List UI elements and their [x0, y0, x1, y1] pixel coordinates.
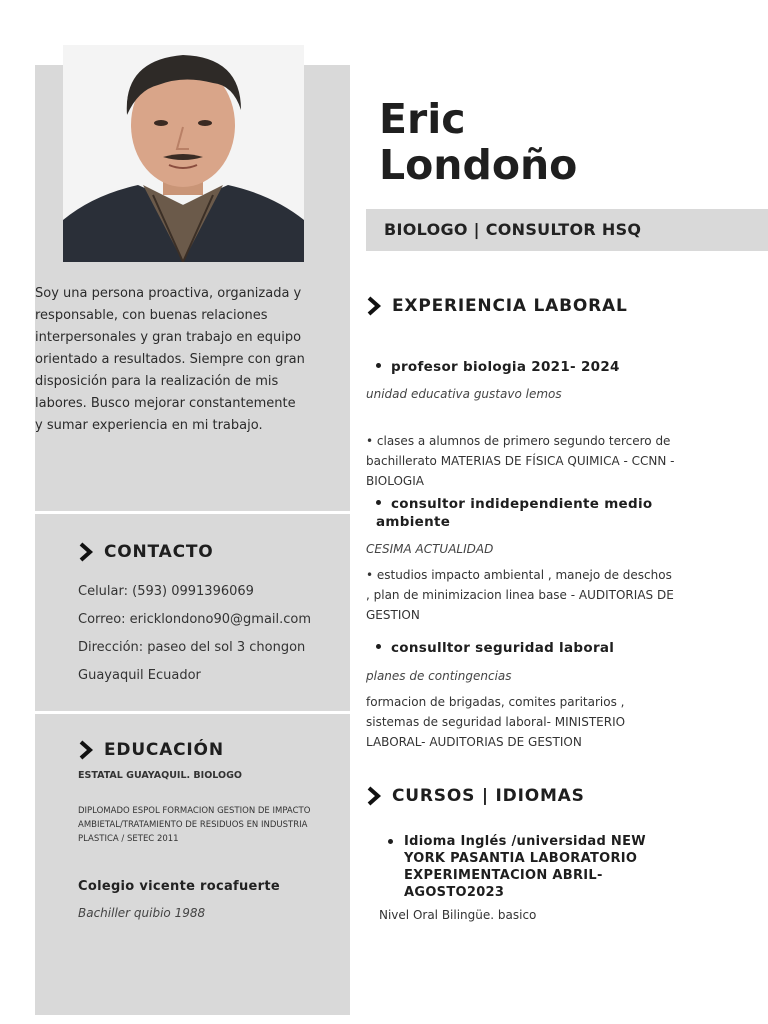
- job-item-org: CESIMA ACTUALIDAD: [366, 542, 494, 556]
- course-detail: Nivel Oral Bilingüe. basico: [379, 908, 537, 922]
- courses-heading: [366, 786, 585, 806]
- job-title-text: profesor biologia 2021- 2024: [391, 359, 620, 375]
- profile-photo: [63, 45, 304, 262]
- job-item-desc: formacion de brigadas, comites paritarios , sistemas de seguridad laboral- MINISTERIO LABORAL- AUDITORIAS DE GESTION: [366, 695, 626, 749]
- education-diploma: DIPLOMADO ESPOL FORMACION GESTION DE IMPACTO AMBIETAL/TRATAMIENTO DE RESIDUOS EN INDUSTRIA PLASTICA / SETEC 2011: [78, 806, 311, 844]
- course-item-text: Idioma Inglés /universidad NEW YORK PASANTIA LABORATORIO EXPERIMENTACION ABRIL- AGOSTO2023: [404, 834, 646, 900]
- contact-city: Guayaquil Ecuador: [78, 668, 201, 683]
- bullet-icon: [376, 363, 381, 368]
- contact-address: Dirección: paseo del sol 3 chongon: [78, 640, 306, 655]
- about-text: Soy una persona proactiva, organizada y responsable, con buenas relaciones interpersonales y gran trabajo en equipo orientado a resultados. Siempre con gran disposición para la realización de mis labores. Busco mejorar constantemente y sumar experiencia en mi trabajo.: [35, 286, 305, 433]
- title-bar: [366, 209, 768, 251]
- chevron-right-icon: [78, 740, 94, 760]
- first-name: Eric: [379, 95, 466, 143]
- contact-heading-label: CONTACTO: [104, 542, 214, 562]
- chevron-right-icon: [366, 786, 382, 806]
- job-item-desc: • estudios impacto ambiental , manejo de deschos , plan de minimizacion linea base - AUDITORIAS DE GESTION: [366, 568, 674, 622]
- bullet-icon: [376, 500, 381, 505]
- education-heading-label: EDUCACIÓN: [104, 740, 224, 760]
- education-school-detail: Bachiller quibio 1988: [78, 906, 206, 920]
- courses-heading-label: CURSOS | IDIOMAS: [392, 786, 585, 806]
- course-item: [388, 833, 678, 901]
- contact-email: Correo: ericklondono90@gmail.com: [78, 612, 312, 627]
- job-item-org: planes de contingencias: [366, 669, 512, 683]
- job-item-title: [376, 495, 706, 531]
- person-name: [379, 96, 577, 188]
- job-item-desc: • clases a alumnos de primero segundo tercero de bachillerato MATERIAS DE FÍSICA QUIMICA - CCNN - BIOLOGIA: [366, 434, 675, 488]
- job-title-text: consultor indidependiente medio ambiente: [376, 496, 653, 530]
- job-title: BIOLOGO | CONSULTOR HSQ: [384, 220, 642, 239]
- chevron-right-icon: [78, 542, 94, 562]
- job-item-title: [376, 640, 614, 656]
- bullet-icon: [388, 839, 393, 844]
- experience-heading-label: EXPERIENCIA LABORAL: [392, 296, 628, 316]
- experience-heading: [366, 296, 628, 316]
- contact-heading: [78, 542, 214, 562]
- job-item-org: unidad educativa gustavo lemos: [366, 387, 562, 401]
- bullet-icon: [376, 644, 381, 649]
- education-school: Colegio vicente rocafuerte: [78, 879, 281, 894]
- education-heading: [78, 740, 224, 760]
- last-name: Londoño: [379, 141, 578, 189]
- job-title-text: consulltor seguridad laboral: [391, 640, 615, 656]
- education-university: ESTATAL GUAYAQUIL. BIOLOGO: [78, 770, 242, 781]
- job-item-title: [376, 359, 620, 375]
- contact-phone: Celular: (593) 0991396069: [78, 584, 254, 599]
- chevron-right-icon: [366, 296, 382, 316]
